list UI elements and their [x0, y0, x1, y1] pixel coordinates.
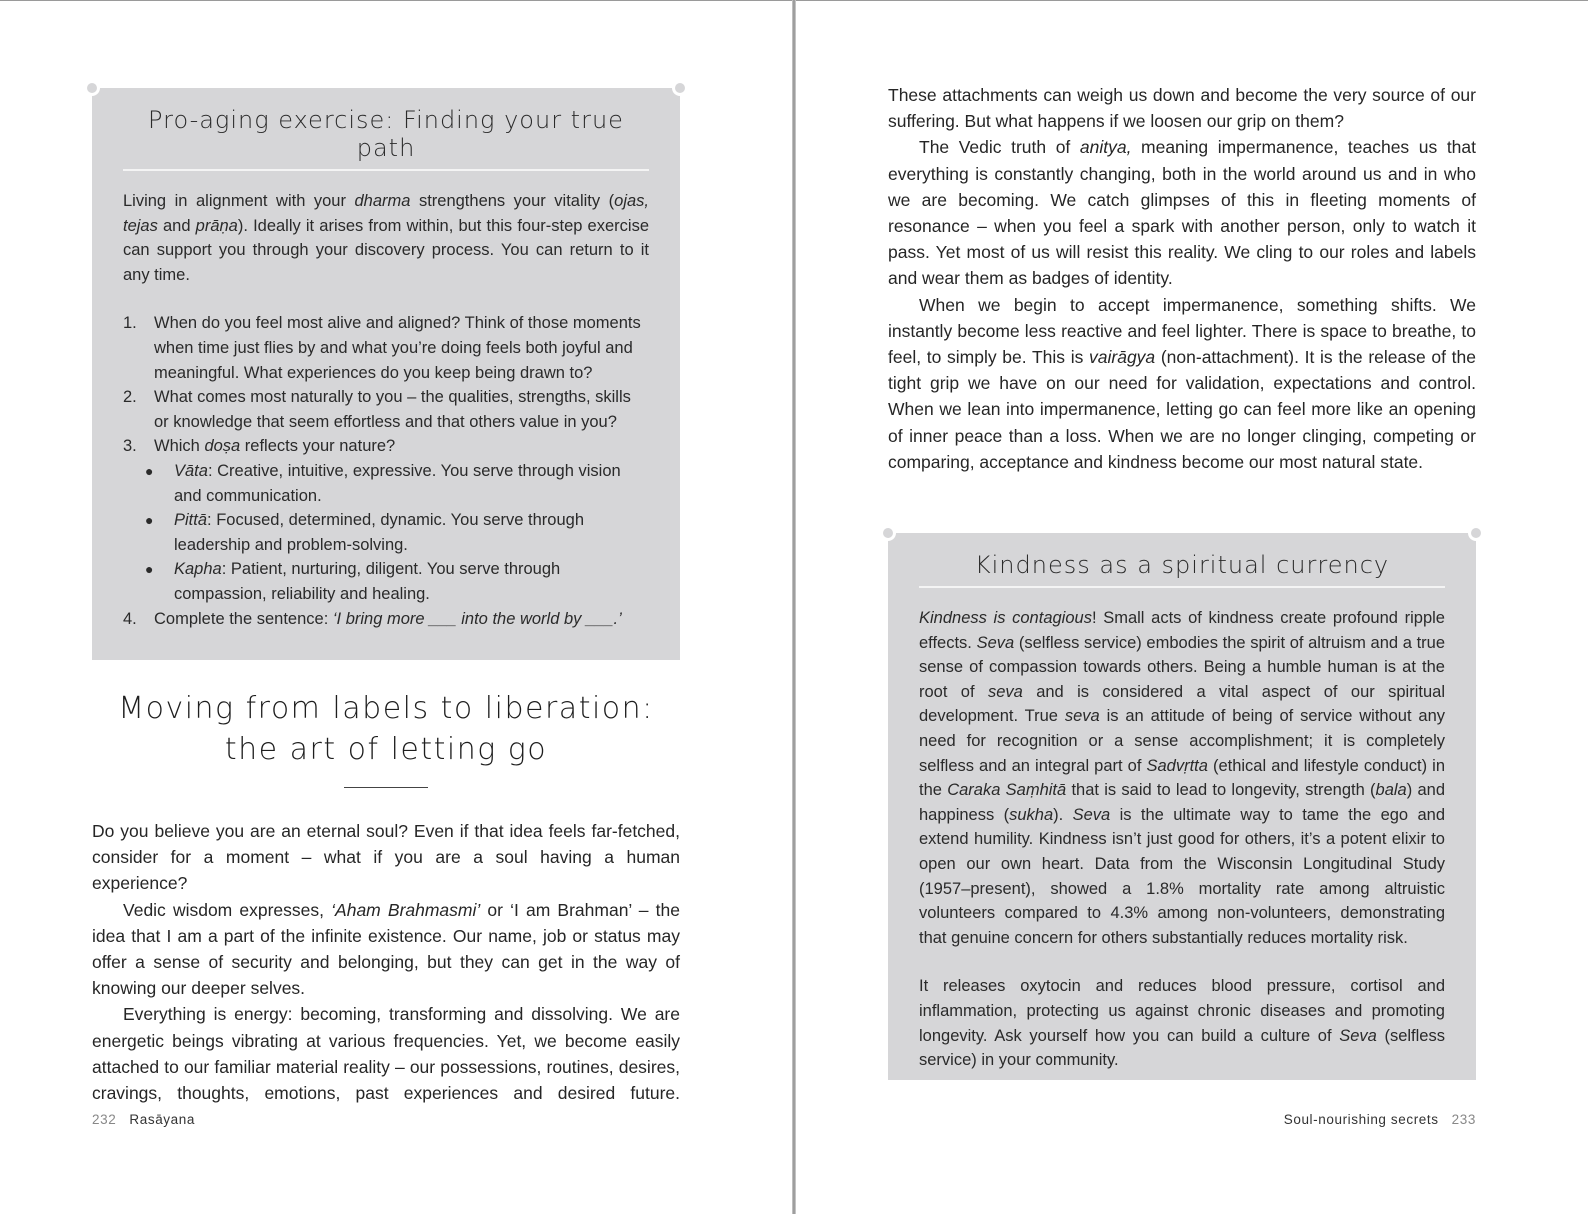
dosha-text: Pittā: Focused, determined, dynamic. You serve through leadership and problem-solving.	[174, 511, 585, 554]
page-number: 232	[92, 1112, 117, 1127]
left-page	[0, 0, 792, 1214]
step-number: 3.	[123, 437, 137, 456]
kindness-box	[888, 533, 1476, 1080]
kindness-box-body	[919, 606, 1445, 1073]
right-page	[796, 0, 1588, 1214]
running-head: Soul-nourishing secrets	[1283, 1112, 1439, 1127]
section-title: Moving from labels to liberation: the art of letting go	[118, 691, 654, 767]
exercise-box	[92, 88, 680, 660]
body-paragraph: When we begin to accept impermanence, something shifts. We instantly become less reactive and feel lighter. There is space to breathe, to feel, to simply be. This is vairāgya (non-attachment). It is the release of the tight grip we have on our need for validation, expectations and control. When we lean into impermanence, letting go can feel more like an opening of inner peace than a loss. When we are no longer clinging, competing or comparing, acceptance and kindness become our most natural state.	[888, 294, 1477, 472]
step-text: What comes most naturally to you – the qualities, strengths, skills or knowledge that seem effortless and that others value in you?	[154, 388, 631, 431]
box-corner-ornament	[880, 525, 896, 541]
exercise-step	[123, 607, 649, 632]
page-number: 233	[1451, 1112, 1476, 1127]
exercise-box-title: Pro-aging exercise: Finding your true path	[123, 106, 649, 171]
dosha-item	[123, 459, 649, 508]
kindness-paragraph: It releases oxytocin and reduces blood pressure, cortisol and inflammation, protecting us against chronic diseases and promoting longevity. Ask yourself how you can build a culture of Seva (selfless service) in your community.	[919, 977, 1445, 1070]
exercise-step	[123, 385, 649, 434]
dosha-text: Vāta: Creative, intuitive, expressive. You serve through vision and communication.	[174, 461, 621, 505]
left-footer	[92, 1112, 195, 1127]
exercise-intro: Living in alignment with your dharma strengthens your vitality (ojas, tejas and prāṇa). Ideally it arises from within, but this four-step exercise can support you through your discovery process. You can return to it any time.	[123, 192, 650, 284]
kindness-paragraph: Kindness is contagious! Small acts of kindness create profound ripple effects. Seva (selfless service) embodies the spirit of altruism and a true sense of compassion towards others. Being a humble human is at the root of seva and is considered a vital aspect of our spiritual development. True seva is an attitude of being of service without any need for recognition or a sense accomplishment; it is completely selfless and an integral part of Sadvṛtta (ethical and lifestyle conduct) in the Caraka Saṃhitā that is said to lead to longevity, strength (bala) and happiness (sukha). Seva is the ultimate way to tame the ego and extend humility. Kindness isn’t just good for others, it’s a potent elixir to open our own heart. Data from the Wisconsin Longitudinal Study (1957–present), showed a 1.8% mortality rate among altruistic volunteers compared to 4.3% among non-volunteers, demonstrating that genuine concern for others substantially reduces mortality risk.	[919, 609, 1446, 947]
running-head: Rasāyana	[129, 1112, 195, 1127]
step-number: 2.	[123, 388, 137, 407]
body-paragraph: Do you believe you are an eternal soul? Even if that idea feels far-fetched, consider for a moment – what if you are a soul having a human experience?	[92, 821, 680, 894]
step-number: 4.	[123, 609, 137, 628]
body-paragraph: The Vedic truth of anitya, meaning impermanence, teaches us that everything is constantly changing, both in the world around us and in who we are becoming. We catch glimpses of this in fleeting moments of resonance – when you feel a spark with another person, only to watch it pass. Yet most of us will resist this reality. We cling to our roles and labels and wear them as badges of identity.	[888, 137, 1477, 289]
dosha-list	[145, 459, 649, 607]
step-number: 1.	[123, 314, 137, 333]
exercise-box-body	[123, 189, 649, 631]
dosha-item	[123, 508, 649, 557]
body-paragraph: Vedic wisdom expresses, ‘Aham Brahmasmi’ or ‘I am Brahman’ – the idea that I am a part of the infinite existence. Our name, job or status may offer a sense of security and belonging, but they can get in the way of knowing our deeper selves.	[92, 899, 680, 999]
bullet-icon: ●	[145, 462, 154, 479]
right-footer	[1284, 1112, 1476, 1127]
bullet-icon: ●	[145, 561, 154, 578]
exercise-steps	[123, 311, 649, 631]
step-text: When do you feel most alive and aligned? Think of those moments when time just flies by and what you’re doing feels both joyful and meaningful. What experiences do you keep being drawn to?	[154, 314, 641, 382]
bullet-icon: ●	[145, 512, 154, 529]
right-body-text	[888, 82, 1476, 475]
body-paragraph: Everything is energy: becoming, transforming and dissolving. We are energetic beings vibrating at various frequencies. Yet, we become easily attached to our familiar material reality – our possessions, routines, desires, cravings, thoughts, emotions, past experiences and desired future.	[92, 1004, 680, 1104]
step-text: Complete the sentence: ‘I bring more ___ into the world by ___.’	[154, 609, 622, 628]
step-text: Which doṣa reflects your nature?	[154, 437, 396, 456]
kindness-box-title: Kindness as a spiritual currency	[919, 551, 1445, 588]
section-title-rule	[344, 787, 428, 788]
dosha-text: Kapha: Patient, nurturing, diligent. You serve through compassion, reliability and healing.	[174, 560, 561, 603]
box-corner-ornament	[84, 80, 100, 96]
box-corner-ornament	[672, 80, 688, 96]
body-paragraph: These attachments can weigh us down and become the very source of our suffering. But what happens if we loosen our grip on them?	[888, 85, 1476, 132]
dosha-item	[123, 557, 649, 606]
left-body-text	[92, 818, 680, 1106]
exercise-step	[123, 311, 649, 385]
exercise-step	[123, 434, 649, 606]
box-corner-ornament	[1468, 525, 1484, 541]
